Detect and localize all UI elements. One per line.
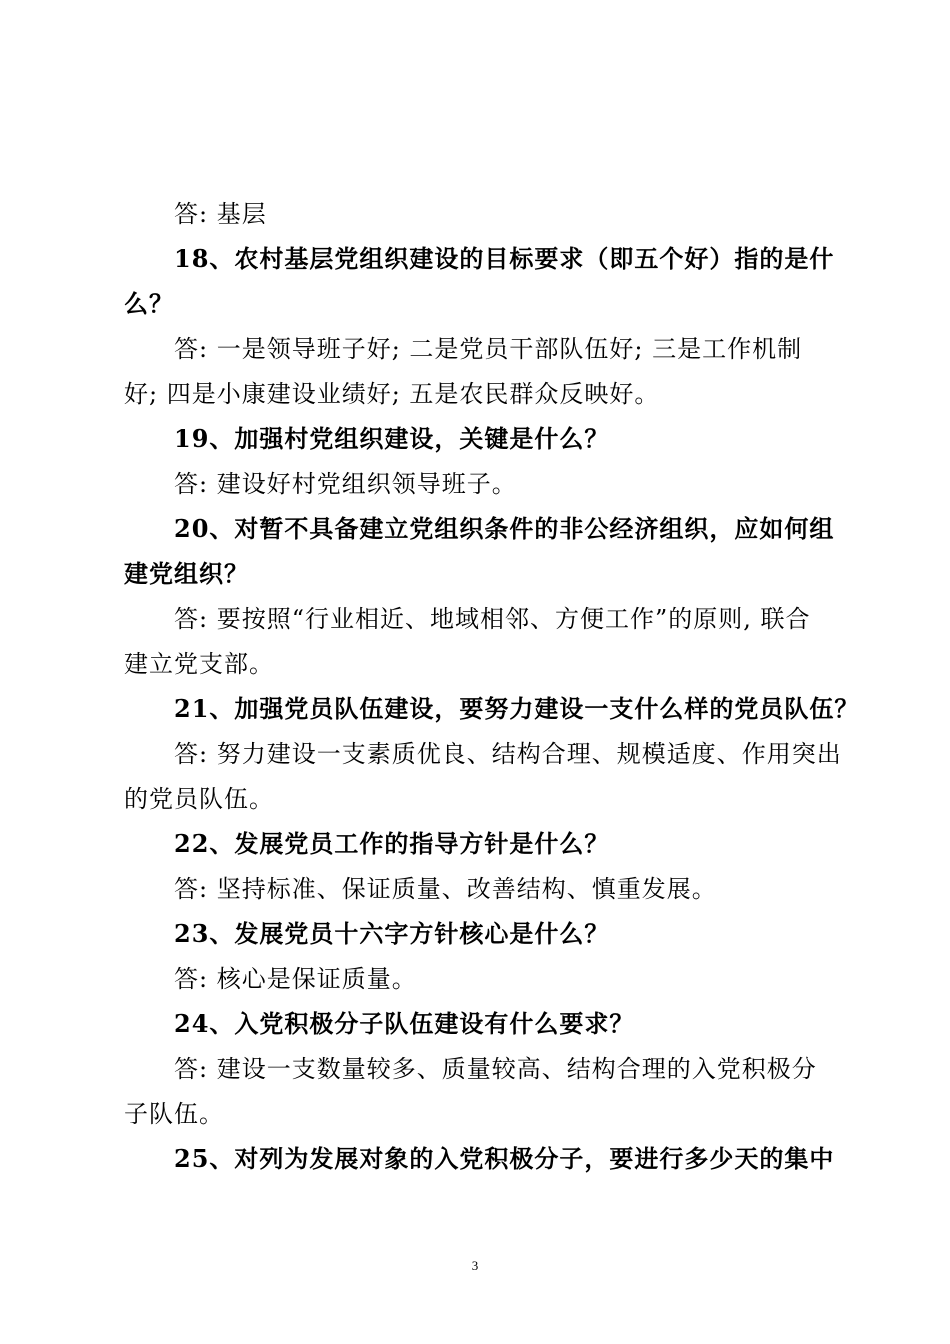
answer-text: 子队伍。	[124, 1100, 224, 1128]
question-text: 18、农村基层党组织建设的目标要求（即五个好）指的是什	[174, 244, 835, 273]
question-text: 22、发展党员工作的指导方针是什么？	[174, 829, 610, 858]
answer-text: 答: 努力建设一支素质优良、结构合理、规模适度、作用突出	[174, 740, 842, 768]
question-text: 25、对列为发展对象的入党积极分子，要进行多少天的集中	[174, 1144, 835, 1173]
question-text: 23、发展党员十六字方针核心是什么？	[174, 919, 610, 948]
answer-text: 的党员队伍。	[124, 785, 274, 813]
answer-text: 答: 核心是保证质量。	[174, 965, 417, 993]
question-text: 20、对暂不具备建立党组织条件的非公经济组织，应如何组	[174, 514, 835, 543]
answer-text: 答: 一是领导班子好; 二是党员干部队伍好; 三是工作机制	[174, 335, 803, 363]
answer-text: 建立党支部。	[124, 650, 274, 678]
answer-text: 答: 坚持标准、保证质量、改善结构、慎重发展。	[174, 875, 717, 903]
answer-text: 答: 要按照“行业相近、地域相邻、方便工作”的原则, 联合	[174, 605, 811, 633]
question-text: 24、入党积极分子队伍建设有什么要求？	[174, 1009, 635, 1038]
question-text: 21、加强党员队伍建设，要努力建设一支什么样的党员队伍？	[174, 694, 860, 723]
answer-text: 好; 四是小康建设业绩好; 五是农民群众反映好。	[124, 380, 660, 408]
question-text: 19、加强村党组织建设，关键是什么？	[174, 424, 610, 453]
question-text: 么？	[124, 289, 174, 318]
answer-text: 答: 基层	[174, 200, 267, 228]
page-number: 3	[471, 1258, 479, 1273]
question-text: 建党组织？	[124, 559, 249, 588]
answer-text: 答: 建设一支数量较多、质量较高、结构合理的入党积极分	[174, 1055, 817, 1083]
answer-text: 答: 建设好村党组织领导班子。	[174, 470, 517, 498]
